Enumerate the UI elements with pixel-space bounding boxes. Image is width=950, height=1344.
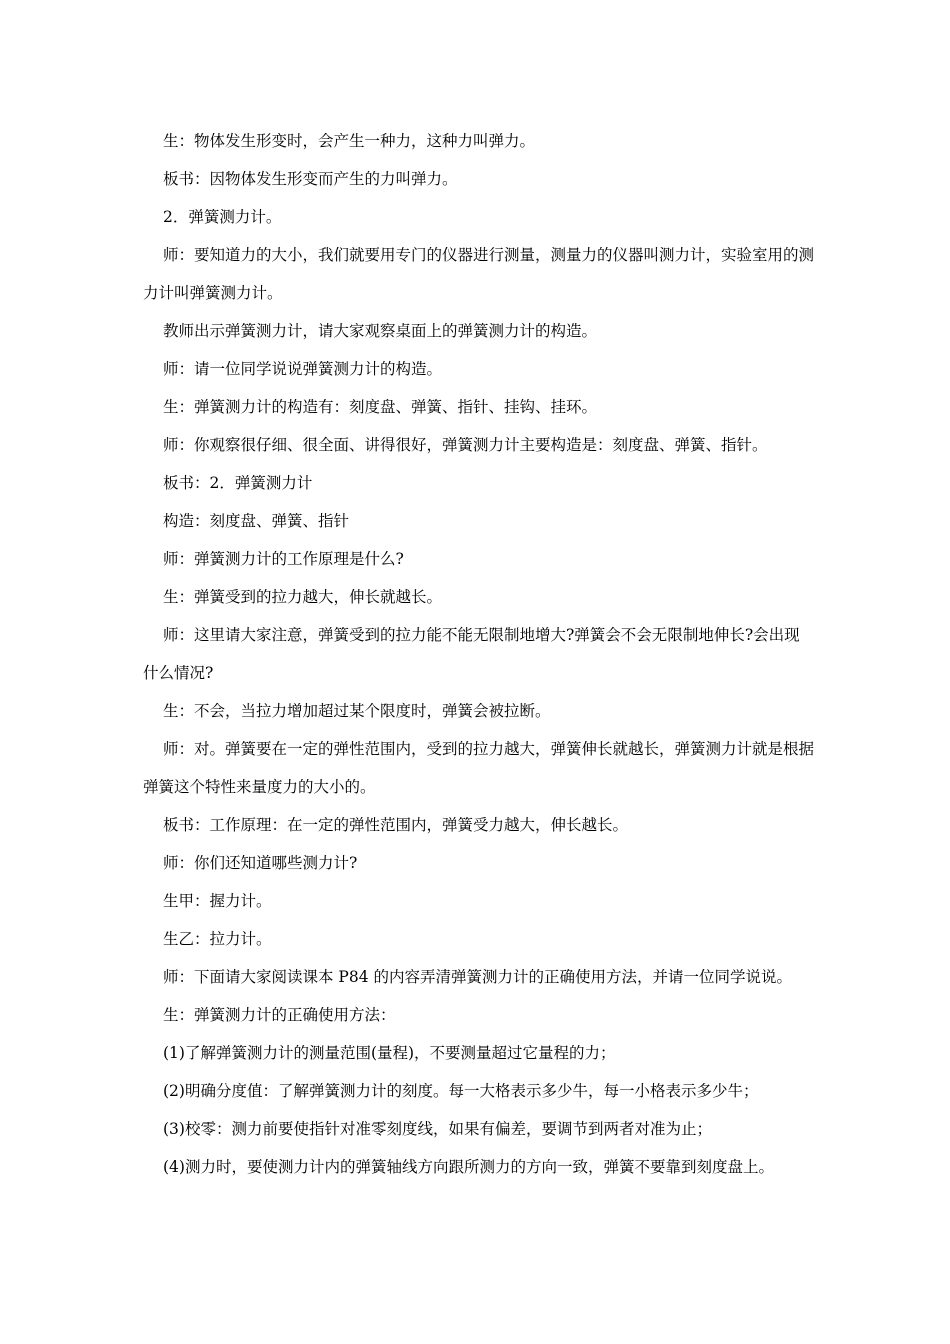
paragraph: 师：要知道力的大小，我们就要用专门的仪器进行测量，测量力的仪器叫测力计，实验室用的测力计叫弹簧测力计。 (143, 246, 815, 302)
list-item: (3)校零：测力前要使指针对准零刻度线，如果有偏差，要调节到两者对准为止； (163, 1120, 712, 1138)
paragraph: 师：下面请大家阅读课本 P84 的内容弄清弹簧测力计的正确使用方法，并请一位同学说说。 (163, 968, 793, 986)
paragraph: 板书：2．弹簧测力计 (163, 474, 313, 492)
paragraph: 师：你们还知道哪些测力计? (163, 854, 358, 872)
paragraph: 生甲：握力计。 (163, 892, 272, 910)
paragraph: 师：弹簧测力计的工作原理是什么? (163, 550, 404, 568)
paragraph: 师：对。弹簧要在一定的弹性范围内，受到的拉力越大，弹簧伸长就越长，弹簧测力计就是根据弹簧这个特性来量度力的大小的。 (143, 740, 815, 796)
paragraph: 板书：工作原理：在一定的弹性范围内，弹簧受力越大，伸长越长。 (163, 816, 629, 834)
section-heading: 2．弹簧测力计。 (163, 208, 282, 226)
paragraph: 师：你观察很仔细、很全面、讲得很好，弹簧测力计主要构造是：刻度盘、弹簧、指针。 (163, 436, 768, 454)
paragraph: 师：请一位同学说说弹簧测力计的构造。 (163, 360, 443, 378)
list-item: (4)测力时，要使测力计内的弹簧轴线方向跟所测力的方向一致，弹簧不要靠到刻度盘上。 (163, 1158, 774, 1176)
document-body (143, 122, 815, 1186)
paragraph: 师：这里请大家注意，弹簧受到的拉力能不能无限制地增大?弹簧会不会无限制地伸长?会出现什么情况? (143, 626, 800, 682)
paragraph: 生：弹簧测力计的构造有：刻度盘、弹簧、指针、挂钩、挂环。 (163, 398, 598, 416)
paragraph: 生：弹簧受到的拉力越大，伸长就越长。 (163, 588, 443, 606)
list-item: (1)了解弹簧测力计的测量范围(量程)，不要测量超过它量程的力； (163, 1044, 616, 1062)
paragraph: 构造：刻度盘、弹簧、指针 (163, 512, 350, 530)
paragraph: 生乙：拉力计。 (163, 930, 272, 948)
paragraph: 生：物体发生形变时，会产生一种力，这种力叫弹力。 (163, 132, 536, 150)
paragraph: 生：弹簧测力计的正确使用方法： (163, 1006, 396, 1024)
paragraph: 生：不会，当拉力增加超过某个限度时，弹簧会被拉断。 (163, 702, 551, 720)
paragraph: 教师出示弹簧测力计，请大家观察桌面上的弹簧测力计的构造。 (163, 322, 598, 340)
paragraph: 板书：因物体发生形变而产生的力叫弹力。 (163, 170, 458, 188)
list-item: (2)明确分度值：了解弹簧测力计的刻度。每一大格表示多少牛，每一小格表示多少牛； (163, 1082, 759, 1100)
